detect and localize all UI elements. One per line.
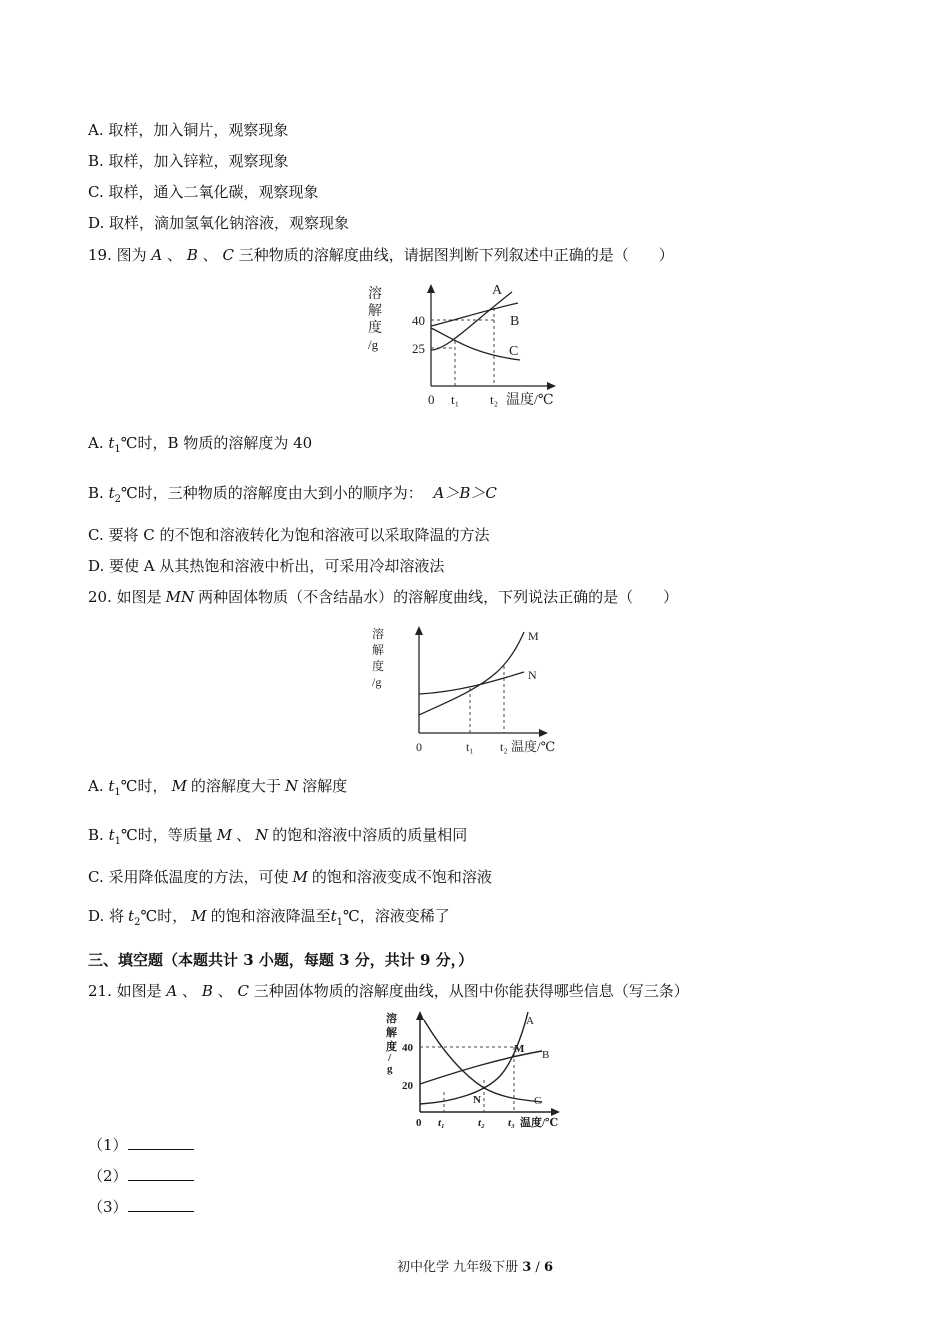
q19-ytick-40: 40 [412, 313, 425, 328]
q21-label-a: A [526, 1015, 534, 1027]
q20-xtick-t1: t₁ [466, 740, 474, 754]
q21-origin: 0 [416, 1117, 422, 1129]
q20-option-d [88, 906, 450, 933]
q20-ylabel-1: 溶 [372, 627, 385, 641]
q19-opt-b-order: A＞B＞C [433, 484, 497, 502]
q21-x-arrow [551, 1108, 560, 1116]
q18-option-b: B. 取样，加入锌粒，观察现象 [88, 152, 289, 170]
q20-opt-c-m: M [292, 868, 308, 886]
q20-opt-d-mid: ℃时， [140, 907, 188, 925]
q19-label-c: C [509, 344, 519, 359]
q19-stem [88, 245, 674, 265]
q20-curve-n [419, 672, 524, 694]
q20-curve-m [419, 632, 524, 715]
q20-label-m: M [528, 629, 539, 643]
q21-curve-b [420, 1051, 542, 1084]
q20-opt-a-m: M [171, 777, 187, 795]
q21-blank-2 [88, 1166, 194, 1186]
footer-total: 6 [543, 1260, 553, 1275]
q19-option-d: D. 要使 A 从其热饱和溶液中析出，可采用冷却溶液法 [88, 557, 445, 575]
q20-label-n: N [528, 668, 537, 682]
q18-option-a: A. 取样，加入铜片，观察现象 [88, 121, 289, 139]
q20-chart [362, 622, 572, 757]
q20-option-a [88, 776, 347, 803]
q21-chart [372, 1008, 577, 1134]
q19-origin: 0 [428, 392, 435, 407]
q21-ylabel-5: g [387, 1063, 393, 1075]
q19-opt-a-text: ℃时，B 物质的溶解度为 40 [120, 434, 313, 452]
footer-page: 3 [522, 1260, 532, 1275]
q19-opt-b-t: t [108, 484, 115, 502]
q20-opt-b-sep: 、 [236, 826, 252, 844]
q20-opt-b-t: t [108, 826, 115, 844]
q21-blank-2-label: （2） [88, 1167, 128, 1185]
q20-opt-a-mid: ℃时， [120, 777, 168, 795]
q21-xtick-t2: t₂ [478, 1117, 485, 1129]
q21-xlabel: 温度/℃ [520, 1117, 559, 1129]
q20-ylabel-3: 度 [372, 659, 385, 673]
page-footer [0, 1256, 950, 1275]
section3-title: 三、填空题（本题共计 3 小题，每题 3 分，共计 9 分，） [88, 951, 474, 969]
q21-blank-1-label: （1） [88, 1136, 128, 1154]
q19-xtick-t1: t₁ [451, 392, 460, 407]
q20-opt-d-pre: D. 将 [88, 907, 125, 925]
q21-c: C [237, 982, 249, 1000]
q21-ylabel-2: 解 [386, 1027, 397, 1039]
q20-opt-d-mid2: 的饱和溶液降温至 [210, 907, 331, 925]
q19-opt-b-sub: 2 [114, 494, 121, 505]
q21-blank-1-line[interactable] [128, 1135, 194, 1150]
q21-curve-c [424, 1020, 542, 1102]
q20-xtick-t2: t₂ [500, 740, 508, 754]
q20-y-arrow [415, 626, 423, 635]
q19-opt-a-sub: 1 [114, 444, 121, 455]
q20-opt-b-mid: ℃时，等质量 [120, 826, 213, 844]
q19-rest: 三种物质的溶解度曲线，请据图判断下列叙述中正确的是（ ） [238, 246, 674, 264]
q20-opt-d-sub: 2 [134, 917, 141, 928]
q21-blank-2-line[interactable] [128, 1166, 194, 1181]
q21-point-m: M [514, 1043, 525, 1055]
q21-num: 21. 如图是 [88, 982, 162, 1000]
q21-y-arrow [416, 1011, 424, 1020]
q21-blank-1 [88, 1135, 194, 1155]
q19-option-c: C. 要将 C 的不饱和溶液转化为饱和溶液可以采取降温的方法 [88, 526, 490, 544]
q21-sep1: 、 [182, 982, 198, 1000]
q19-ylabel-3: 度 [368, 321, 382, 336]
q20-ylabel-4: /g [372, 675, 382, 689]
q21-ylabel-1: 溶 [386, 1013, 397, 1025]
q20-opt-a-n: N [284, 777, 299, 795]
q19-label-b: B [510, 314, 520, 329]
q20-num: 20. 如图是 [88, 588, 162, 606]
q19-option-a [88, 433, 312, 460]
q19-ytick-25: 25 [412, 341, 425, 356]
q20-opt-c-end: 的饱和溶液变成不饱和溶液 [311, 868, 492, 886]
q20-opt-a-t: t [108, 777, 115, 795]
q21-ytick-20: 20 [402, 1080, 413, 1092]
q19-opt-b-text: ℃时，三种物质的溶解度由大到小的顺序为： [120, 484, 423, 502]
q20-opt-d-t2: t [330, 907, 337, 925]
q19-curve-a [431, 292, 512, 350]
q21-stem [88, 981, 689, 1001]
q19-opt-b-prefix: B. [88, 484, 109, 502]
q19-y-arrow [427, 284, 435, 293]
q19-opt-a-prefix: A. [88, 434, 109, 452]
q20-x-arrow [539, 729, 548, 737]
q21-rest: 三种固体物质的溶解度曲线，从图中你能获得哪些信息（写三条） [253, 982, 689, 1000]
q20-opt-a-end: 溶解度 [302, 777, 348, 795]
q19-chart [362, 278, 572, 413]
q21-curve-a [420, 1012, 528, 1104]
q20-mn: MN [165, 588, 195, 606]
q21-label-b: B [542, 1049, 550, 1061]
q21-label-c: C [534, 1095, 542, 1107]
q19-ylabel-4: /g [368, 337, 379, 352]
q20-opt-b-n: N [255, 826, 269, 844]
q20-opt-a-prefix: A. [88, 777, 109, 795]
q20-opt-b-sub: 1 [114, 836, 121, 847]
q20-ylabel-2: 解 [372, 643, 385, 657]
q18-option-d: D. 取样，滴加氢氧化钠溶液，观察现象 [88, 214, 350, 232]
q20-opt-d-end: ℃，溶液变稀了 [343, 907, 450, 925]
q19-xtick-t2: t₂ [490, 392, 499, 407]
q21-ylabel-3: 度 [386, 1041, 397, 1053]
q20-option-b [88, 825, 467, 852]
q20-opt-d-m: M [191, 907, 207, 925]
q19-label-a: A [492, 283, 503, 298]
q21-sep2: 、 [217, 982, 233, 1000]
q20-stem [88, 587, 678, 607]
q19-xlabel: 温度/℃ [506, 393, 554, 408]
q21-ytick-40: 40 [402, 1042, 413, 1054]
q19-b: B [186, 246, 198, 264]
q19-option-b [88, 483, 497, 510]
q20-opt-b-end: 的饱和溶液中溶质的质量相同 [272, 826, 468, 844]
q19-x-arrow [547, 382, 556, 390]
q21-point-n: N [473, 1094, 481, 1106]
q21-blank-3-line[interactable] [128, 1197, 194, 1212]
q20-origin: 0 [416, 740, 422, 754]
q20-opt-d-t: t [128, 907, 135, 925]
q21-a: A [166, 982, 178, 1000]
q19-opt-a-t: t [108, 434, 115, 452]
q20-opt-c-pre: C. 采用降低温度的方法，可使 [88, 868, 289, 886]
q19-curve-c [431, 328, 520, 360]
footer-text: 初中化学 九年级下册 [396, 1260, 523, 1275]
q21-blank-3-label: （3） [88, 1198, 128, 1216]
footer-slash: / [531, 1260, 544, 1275]
q20-option-c [88, 867, 492, 887]
q19-sep2: 、 [202, 246, 218, 264]
q19-ylabel-1: 溶 [368, 287, 382, 302]
q20-opt-a-mid2: 的溶解度大于 [190, 777, 281, 795]
q20-rest: 两种固体物质（不含结晶水）的溶解度曲线，下列说法正确的是（ ） [198, 588, 679, 606]
q19-num: 19. 图为 [88, 246, 147, 264]
q20-opt-a-sub: 1 [114, 787, 121, 798]
q19-a: A [151, 246, 163, 264]
q19-ylabel-2: 解 [368, 304, 382, 319]
q21-blank-3 [88, 1197, 194, 1217]
q21-ylabel-4: / [388, 1052, 392, 1064]
q20-opt-b-m: M [216, 826, 233, 844]
q21-xtick-t1: t₁ [438, 1117, 445, 1129]
q21-b: B [201, 982, 213, 1000]
q20-opt-b-prefix: B. [88, 826, 109, 844]
q20-opt-d-sub2: 1 [336, 917, 343, 928]
q18-option-c: C. 取样，通入二氧化碳，观察现象 [88, 183, 319, 201]
q19-sep1: 、 [167, 246, 183, 264]
q20-xlabel: 温度/℃ [511, 739, 556, 754]
q21-xtick-t3: t₃ [508, 1117, 515, 1129]
q19-c: C [222, 246, 234, 264]
